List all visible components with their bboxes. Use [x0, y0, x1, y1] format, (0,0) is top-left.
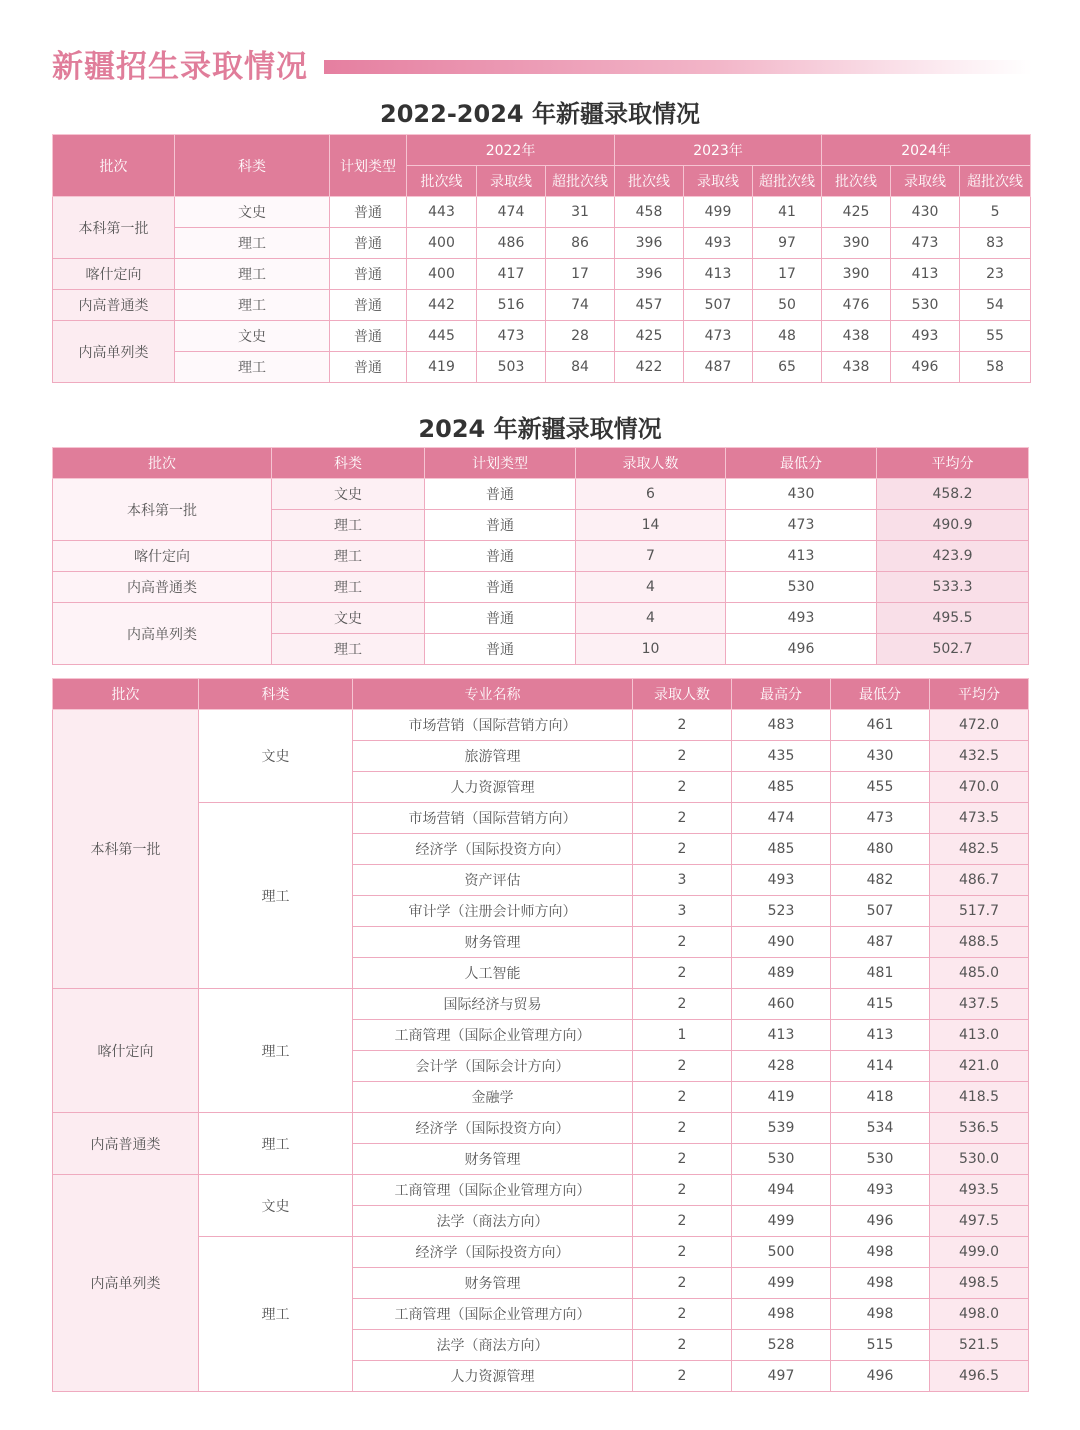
cell-min-score: 461 — [831, 710, 930, 741]
cell-avg-score: 423.9 — [877, 541, 1029, 572]
table-row — [53, 352, 1031, 383]
cell-min-score: 482 — [831, 865, 930, 896]
table-header-row — [53, 679, 1029, 710]
cell-major-name: 审计学（注册会计师方向） — [353, 896, 633, 927]
cell-admitted-count: 2 — [633, 1206, 732, 1237]
cell-min-score: 493 — [831, 1175, 930, 1206]
cell-avg-score: 490.9 — [877, 510, 1029, 541]
cell-max-score: 493 — [732, 865, 831, 896]
cell-plan-type: 普通 — [425, 541, 576, 572]
col-header-min-score: 最低分 — [726, 448, 877, 479]
col-header-batch-line: 批次线 — [407, 166, 477, 197]
cell-plan-type: 普通 — [425, 634, 576, 665]
cell-avg-score: 437.5 — [930, 989, 1029, 1020]
cell-batch-line: 445 — [407, 321, 477, 352]
cell-plan-type: 普通 — [425, 510, 576, 541]
table-row — [53, 1113, 1029, 1144]
cell-avg-score: 421.0 — [930, 1051, 1029, 1082]
cell-admit-line: 503 — [477, 352, 546, 383]
cell-min-score: 493 — [726, 603, 877, 634]
cell-min-score: 530 — [831, 1144, 930, 1175]
cell-batch-line: 422 — [615, 352, 684, 383]
cell-batch: 内高单列类 — [53, 603, 272, 665]
cell-max-score: 494 — [732, 1175, 831, 1206]
cell-major-name: 工商管理（国际企业管理方向） — [353, 1020, 633, 1051]
cell-major-name: 人力资源管理 — [353, 772, 633, 803]
cell-subject: 文史 — [272, 603, 425, 634]
cell-batch-line: 400 — [407, 228, 477, 259]
col-header-min-score: 最低分 — [831, 679, 930, 710]
cell-major-name: 法学（商法方向） — [353, 1206, 633, 1237]
title-decoration-bar — [324, 60, 1032, 74]
cell-min-score: 507 — [831, 896, 930, 927]
cell-major-name: 经济学（国际投资方向） — [353, 1113, 633, 1144]
cell-min-score: 455 — [831, 772, 930, 803]
col-header-over-line: 超批次线 — [546, 166, 615, 197]
cell-min-score: 473 — [831, 803, 930, 834]
cell-min-score: 496 — [831, 1206, 930, 1237]
col-header-avg-score: 平均分 — [877, 448, 1029, 479]
cell-batch: 本科第一批 — [53, 710, 199, 989]
cell-over-line: 86 — [546, 228, 615, 259]
cell-subject: 理工 — [175, 352, 330, 383]
cell-avg-score: 533.3 — [877, 572, 1029, 603]
admission-history-table — [52, 134, 1031, 383]
cell-max-score: 500 — [732, 1237, 831, 1268]
cell-admit-line: 499 — [684, 197, 753, 228]
col-header-year: 2022年 — [407, 135, 615, 166]
cell-avg-score: 472.0 — [930, 710, 1029, 741]
cell-admitted-count: 3 — [633, 896, 732, 927]
cell-plan-type: 普通 — [330, 321, 407, 352]
cell-admitted-count: 10 — [576, 634, 726, 665]
cell-over-line: 31 — [546, 197, 615, 228]
cell-plan-type: 普通 — [330, 290, 407, 321]
cell-over-line: 23 — [960, 259, 1031, 290]
cell-subject: 理工 — [199, 803, 353, 989]
cell-min-score: 498 — [831, 1268, 930, 1299]
cell-admit-line: 530 — [891, 290, 960, 321]
cell-min-score: 413 — [831, 1020, 930, 1051]
cell-major-name: 财务管理 — [353, 1144, 633, 1175]
col-header-subject: 科类 — [272, 448, 425, 479]
col-header-admit-line: 录取线 — [684, 166, 753, 197]
cell-subject: 文史 — [199, 710, 353, 803]
cell-admit-line: 516 — [477, 290, 546, 321]
cell-avg-score: 498.5 — [930, 1268, 1029, 1299]
cell-max-score: 419 — [732, 1082, 831, 1113]
cell-min-score: 415 — [831, 989, 930, 1020]
table-row — [53, 572, 1029, 603]
cell-major-name: 经济学（国际投资方向） — [353, 834, 633, 865]
cell-max-score: 523 — [732, 896, 831, 927]
cell-admitted-count: 2 — [633, 1082, 732, 1113]
cell-admitted-count: 1 — [633, 1020, 732, 1051]
cell-batch-line: 476 — [822, 290, 891, 321]
cell-over-line: 55 — [960, 321, 1031, 352]
section1-title: 2022-2024 年新疆录取情况 — [380, 100, 700, 128]
cell-major-name: 资产评估 — [353, 865, 633, 896]
col-header-major-name: 专业名称 — [353, 679, 633, 710]
cell-subject: 文史 — [175, 197, 330, 228]
cell-major-name: 人工智能 — [353, 958, 633, 989]
cell-min-score: 496 — [726, 634, 877, 665]
cell-subject: 理工 — [199, 989, 353, 1113]
section2-title: 2024 年新疆录取情况 — [418, 415, 662, 443]
cell-batch-line: 400 — [407, 259, 477, 290]
cell-admit-line: 493 — [684, 228, 753, 259]
cell-min-score: 496 — [831, 1361, 930, 1392]
cell-admitted-count: 2 — [633, 772, 732, 803]
cell-avg-score: 496.5 — [930, 1361, 1029, 1392]
table-row — [53, 989, 1029, 1020]
cell-max-score: 497 — [732, 1361, 831, 1392]
cell-batch-line: 419 — [407, 352, 477, 383]
cell-avg-score: 530.0 — [930, 1144, 1029, 1175]
cell-batch: 本科第一批 — [53, 197, 175, 259]
cell-plan-type: 普通 — [330, 259, 407, 290]
cell-batch-line: 390 — [822, 259, 891, 290]
cell-over-line: 54 — [960, 290, 1031, 321]
cell-plan-type: 普通 — [425, 572, 576, 603]
cell-admitted-count: 2 — [633, 1144, 732, 1175]
cell-avg-score: 432.5 — [930, 741, 1029, 772]
cell-batch-line: 443 — [407, 197, 477, 228]
cell-avg-score: 499.0 — [930, 1237, 1029, 1268]
cell-batch-line: 458 — [615, 197, 684, 228]
cell-batch-line: 425 — [615, 321, 684, 352]
cell-plan-type: 普通 — [330, 228, 407, 259]
table-row — [53, 479, 1029, 510]
page-title: 新疆招生录取情况 — [52, 49, 308, 85]
col-header-batch: 批次 — [53, 448, 272, 479]
cell-admitted-count: 4 — [576, 603, 726, 634]
table-row — [53, 1175, 1029, 1206]
col-header-avg-score: 平均分 — [930, 679, 1029, 710]
cell-plan-type: 普通 — [425, 603, 576, 634]
cell-max-score: 413 — [732, 1020, 831, 1051]
cell-admitted-count: 2 — [633, 989, 732, 1020]
admission-2024-major-table — [52, 678, 1029, 1392]
cell-avg-score: 485.0 — [930, 958, 1029, 989]
cell-batch-line: 396 — [615, 259, 684, 290]
cell-avg-score: 495.5 — [877, 603, 1029, 634]
cell-admitted-count: 2 — [633, 1361, 732, 1392]
col-header-batch-line: 批次线 — [822, 166, 891, 197]
cell-over-line: 84 — [546, 352, 615, 383]
cell-max-score: 489 — [732, 958, 831, 989]
cell-plan-type: 普通 — [330, 197, 407, 228]
cell-admit-line: 413 — [891, 259, 960, 290]
cell-avg-score: 470.0 — [930, 772, 1029, 803]
table-row — [53, 803, 1029, 834]
cell-admit-line: 493 — [891, 321, 960, 352]
table-row — [53, 1237, 1029, 1268]
cell-admitted-count: 14 — [576, 510, 726, 541]
cell-admit-line: 474 — [477, 197, 546, 228]
cell-max-score: 460 — [732, 989, 831, 1020]
cell-max-score: 528 — [732, 1330, 831, 1361]
col-header-batch: 批次 — [53, 135, 175, 197]
col-header-plan-type: 计划类型 — [425, 448, 576, 479]
cell-over-line: 50 — [753, 290, 822, 321]
cell-batch: 内高普通类 — [53, 572, 272, 603]
col-header-over-line: 超批次线 — [960, 166, 1031, 197]
col-header-subject: 科类 — [199, 679, 353, 710]
cell-subject: 理工 — [175, 290, 330, 321]
cell-over-line: 97 — [753, 228, 822, 259]
cell-min-score: 480 — [831, 834, 930, 865]
cell-max-score: 539 — [732, 1113, 831, 1144]
cell-admitted-count: 2 — [633, 1113, 732, 1144]
cell-over-line: 28 — [546, 321, 615, 352]
cell-avg-score: 418.5 — [930, 1082, 1029, 1113]
table-row — [53, 710, 1029, 741]
cell-major-name: 法学（商法方向） — [353, 1330, 633, 1361]
cell-batch: 本科第一批 — [53, 479, 272, 541]
cell-admitted-count: 2 — [633, 1268, 732, 1299]
cell-batch-line: 390 — [822, 228, 891, 259]
cell-admit-line: 413 — [684, 259, 753, 290]
table-row — [53, 290, 1031, 321]
col-header-admitted-count: 录取人数 — [576, 448, 726, 479]
cell-batch: 内高普通类 — [53, 290, 175, 321]
cell-major-name: 市场营销（国际营销方向） — [353, 803, 633, 834]
cell-admit-line: 507 — [684, 290, 753, 321]
cell-min-score: 473 — [726, 510, 877, 541]
cell-over-line: 17 — [753, 259, 822, 290]
table-row — [53, 603, 1029, 634]
cell-avg-score: 473.5 — [930, 803, 1029, 834]
table-row — [53, 321, 1031, 352]
cell-major-name: 财务管理 — [353, 927, 633, 958]
cell-admitted-count: 2 — [633, 1237, 732, 1268]
cell-avg-score: 536.5 — [930, 1113, 1029, 1144]
cell-min-score: 414 — [831, 1051, 930, 1082]
cell-avg-score: 502.7 — [877, 634, 1029, 665]
cell-batch: 内高单列类 — [53, 1175, 199, 1392]
cell-admitted-count: 2 — [633, 1330, 732, 1361]
cell-subject: 文史 — [175, 321, 330, 352]
cell-admit-line: 430 — [891, 197, 960, 228]
table-row — [53, 228, 1031, 259]
cell-admitted-count: 3 — [633, 865, 732, 896]
cell-subject: 文史 — [272, 479, 425, 510]
cell-batch: 喀什定向 — [53, 541, 272, 572]
cell-subject: 理工 — [272, 510, 425, 541]
cell-subject: 理工 — [199, 1237, 353, 1392]
cell-max-score: 435 — [732, 741, 831, 772]
cell-admitted-count: 2 — [633, 803, 732, 834]
cell-subject: 文史 — [199, 1175, 353, 1237]
cell-admit-line: 473 — [891, 228, 960, 259]
cell-subject: 理工 — [272, 634, 425, 665]
cell-max-score: 498 — [732, 1299, 831, 1330]
cell-avg-score: 498.0 — [930, 1299, 1029, 1330]
cell-max-score: 499 — [732, 1268, 831, 1299]
cell-max-score: 428 — [732, 1051, 831, 1082]
cell-major-name: 会计学（国际会计方向） — [353, 1051, 633, 1082]
table-header-row — [53, 135, 1031, 166]
cell-admit-line: 417 — [477, 259, 546, 290]
cell-batch-line: 438 — [822, 352, 891, 383]
cell-avg-score: 517.7 — [930, 896, 1029, 927]
col-header-year: 2024年 — [822, 135, 1031, 166]
table-row — [53, 541, 1029, 572]
cell-avg-score: 521.5 — [930, 1330, 1029, 1361]
cell-admitted-count: 2 — [633, 741, 732, 772]
cell-avg-score: 488.5 — [930, 927, 1029, 958]
cell-subject: 理工 — [199, 1113, 353, 1175]
cell-max-score: 530 — [732, 1144, 831, 1175]
cell-admitted-count: 7 — [576, 541, 726, 572]
cell-over-line: 83 — [960, 228, 1031, 259]
cell-avg-score: 413.0 — [930, 1020, 1029, 1051]
cell-avg-score: 482.5 — [930, 834, 1029, 865]
cell-batch-line: 425 — [822, 197, 891, 228]
cell-admit-line: 486 — [477, 228, 546, 259]
cell-batch-line: 438 — [822, 321, 891, 352]
admission-2024-summary-table — [52, 447, 1029, 665]
cell-major-name: 人力资源管理 — [353, 1361, 633, 1392]
cell-major-name: 工商管理（国际企业管理方向） — [353, 1175, 633, 1206]
col-header-subject: 科类 — [175, 135, 330, 197]
cell-admitted-count: 6 — [576, 479, 726, 510]
cell-min-score: 534 — [831, 1113, 930, 1144]
cell-major-name: 旅游管理 — [353, 741, 633, 772]
cell-max-score: 474 — [732, 803, 831, 834]
cell-avg-score: 493.5 — [930, 1175, 1029, 1206]
cell-min-score: 481 — [831, 958, 930, 989]
col-header-max-score: 最高分 — [732, 679, 831, 710]
cell-batch: 喀什定向 — [53, 259, 175, 290]
col-header-batch: 批次 — [53, 679, 199, 710]
cell-batch-line: 457 — [615, 290, 684, 321]
cell-max-score: 499 — [732, 1206, 831, 1237]
col-header-admitted-count: 录取人数 — [633, 679, 732, 710]
cell-major-name: 金融学 — [353, 1082, 633, 1113]
cell-admitted-count: 2 — [633, 834, 732, 865]
cell-avg-score: 486.7 — [930, 865, 1029, 896]
cell-over-line: 48 — [753, 321, 822, 352]
page-header — [52, 44, 1032, 92]
cell-batch-line: 442 — [407, 290, 477, 321]
col-header-year: 2023年 — [615, 135, 822, 166]
cell-batch: 内高普通类 — [53, 1113, 199, 1175]
cell-over-line: 17 — [546, 259, 615, 290]
cell-min-score: 430 — [831, 741, 930, 772]
cell-major-name: 国际经济与贸易 — [353, 989, 633, 1020]
table-row — [53, 197, 1031, 228]
cell-min-score: 487 — [831, 927, 930, 958]
cell-max-score: 483 — [732, 710, 831, 741]
cell-max-score: 485 — [732, 772, 831, 803]
cell-subject: 理工 — [272, 572, 425, 603]
cell-min-score: 498 — [831, 1237, 930, 1268]
cell-avg-score: 497.5 — [930, 1206, 1029, 1237]
col-header-over-line: 超批次线 — [753, 166, 822, 197]
cell-plan-type: 普通 — [425, 479, 576, 510]
cell-avg-score: 458.2 — [877, 479, 1029, 510]
col-header-admit-line: 录取线 — [891, 166, 960, 197]
cell-over-line: 58 — [960, 352, 1031, 383]
col-header-plan-type: 计划类型 — [330, 135, 407, 197]
cell-subject: 理工 — [175, 259, 330, 290]
cell-min-score: 530 — [726, 572, 877, 603]
cell-admitted-count: 2 — [633, 710, 732, 741]
col-header-batch-line: 批次线 — [615, 166, 684, 197]
cell-admit-line: 496 — [891, 352, 960, 383]
cell-subject: 理工 — [272, 541, 425, 572]
cell-min-score: 498 — [831, 1299, 930, 1330]
cell-batch: 喀什定向 — [53, 989, 199, 1113]
cell-min-score: 418 — [831, 1082, 930, 1113]
cell-admitted-count: 2 — [633, 958, 732, 989]
cell-admitted-count: 2 — [633, 1051, 732, 1082]
col-header-admit-line: 录取线 — [477, 166, 546, 197]
cell-major-name: 市场营销（国际营销方向） — [353, 710, 633, 741]
cell-max-score: 485 — [732, 834, 831, 865]
cell-plan-type: 普通 — [330, 352, 407, 383]
cell-admitted-count: 2 — [633, 1175, 732, 1206]
cell-over-line: 65 — [753, 352, 822, 383]
cell-admitted-count: 2 — [633, 927, 732, 958]
cell-min-score: 413 — [726, 541, 877, 572]
cell-batch: 内高单列类 — [53, 321, 175, 383]
table-header-row — [53, 448, 1029, 479]
cell-admitted-count: 2 — [633, 1299, 732, 1330]
cell-admit-line: 473 — [684, 321, 753, 352]
cell-min-score: 515 — [831, 1330, 930, 1361]
cell-major-name: 经济学（国际投资方向） — [353, 1237, 633, 1268]
cell-min-score: 430 — [726, 479, 877, 510]
cell-over-line: 5 — [960, 197, 1031, 228]
table-row — [53, 259, 1031, 290]
cell-major-name: 工商管理（国际企业管理方向） — [353, 1299, 633, 1330]
cell-major-name: 财务管理 — [353, 1268, 633, 1299]
cell-over-line: 74 — [546, 290, 615, 321]
cell-admitted-count: 4 — [576, 572, 726, 603]
cell-max-score: 490 — [732, 927, 831, 958]
cell-over-line: 41 — [753, 197, 822, 228]
cell-admit-line: 487 — [684, 352, 753, 383]
cell-admit-line: 473 — [477, 321, 546, 352]
cell-batch-line: 396 — [615, 228, 684, 259]
cell-subject: 理工 — [175, 228, 330, 259]
